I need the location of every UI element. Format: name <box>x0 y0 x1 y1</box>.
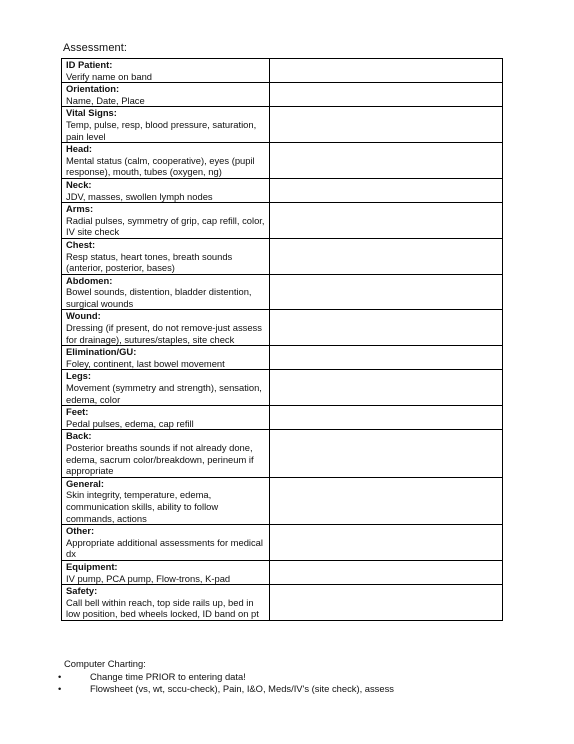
assessment-entry-cell[interactable] <box>270 477 503 524</box>
assessment-item-description: Dressing (if present, do not remove-just assess for drainage), sutures/staples, site check <box>66 322 262 345</box>
assessment-entry-cell[interactable] <box>270 370 503 406</box>
assessment-label-cell <box>62 346 270 370</box>
table-row <box>62 310 503 346</box>
assessment-item-description: Verify name on band <box>66 70 152 82</box>
table-row <box>62 370 503 406</box>
computer-charting-title: Computer Charting: <box>64 658 146 669</box>
assessment-item-title: Safety: <box>66 585 98 597</box>
assessment-entry-cell[interactable] <box>270 585 503 621</box>
assessment-entry-cell[interactable] <box>270 203 503 239</box>
assessment-item-title: Back: <box>66 430 92 442</box>
computer-charting-section <box>58 658 542 696</box>
assessment-item-description: Radial pulses, symmetry of grip, cap refill, color, IV site check <box>66 214 265 238</box>
charting-item-text: Change time PRIOR to entering data! <box>90 670 246 682</box>
assessment-entry-cell[interactable] <box>270 178 503 202</box>
assessment-item-description: Temp, pulse, resp, blood pressure, saturation, pain level <box>66 118 257 142</box>
assessment-item-description: Skin integrity, temperature, edema, communication skills, ability to follow commands, actions <box>66 489 219 524</box>
assessment-item-description: Name, Date, Place <box>66 94 145 106</box>
assessment-entry-cell[interactable] <box>270 430 503 477</box>
assessment-item-description: Movement (symmetry and strength), sensation, edema, color <box>66 382 262 405</box>
assessment-item-title: Feet: <box>66 406 89 418</box>
assessment-item-description: Bowel sounds, distention, bladder distention, surgical wounds <box>66 286 252 309</box>
table-row <box>62 406 503 430</box>
assessment-item-title: Arms: <box>66 203 94 215</box>
assessment-entry-cell[interactable] <box>270 346 503 370</box>
assessment-label-cell <box>62 274 270 310</box>
assessment-item-title: Neck: <box>66 178 92 190</box>
assessment-item-title: Vital Signs: <box>66 107 117 119</box>
table-row <box>62 83 503 107</box>
assessment-label-cell <box>62 203 270 239</box>
assessment-item-title: Elimination/GU: <box>66 346 137 358</box>
table-row <box>62 203 503 239</box>
assessment-label-cell <box>62 238 270 274</box>
bullet-icon: • <box>58 670 62 682</box>
table-row <box>62 107 503 143</box>
assessment-item-description: Foley, continent, last bowel movement <box>66 357 225 369</box>
assessment-entry-cell[interactable] <box>270 274 503 310</box>
table-row <box>62 430 503 477</box>
table-row <box>62 274 503 310</box>
assessment-item-description: Posterior breaths sounds if not already done, edema, sacrum color/breakdown, perineum if appropriate <box>66 442 254 477</box>
assessment-label-cell <box>62 59 270 83</box>
assessment-entry-cell[interactable] <box>270 525 503 561</box>
assessment-item-title: Abdomen: <box>66 274 113 286</box>
list-item <box>58 670 542 684</box>
table-row <box>62 585 503 621</box>
assessment-entry-cell[interactable] <box>270 406 503 430</box>
assessment-label-cell <box>62 107 270 143</box>
assessment-item-title: Head: <box>66 143 93 155</box>
assessment-label-cell <box>62 430 270 477</box>
assessment-item-description: Mental status (calm, cooperative), eyes (pupil response), mouth, tubes (oxygen, ng) <box>66 154 255 178</box>
assessment-item-title: Chest: <box>66 238 96 250</box>
assessment-entry-cell[interactable] <box>270 310 503 346</box>
assessment-item-description: Appropriate additional assessments for medical dx <box>66 536 263 560</box>
table-row <box>62 346 503 370</box>
assessment-label-cell <box>62 406 270 430</box>
table-row <box>62 143 503 179</box>
assessment-label-cell <box>62 370 270 406</box>
assessment-item-title: General: <box>66 477 105 489</box>
charting-list <box>58 670 542 696</box>
charting-item-text: Flowsheet (vs, wt, sccu-check), Pain, I&O, Meds/IV's (site check), assess <box>90 683 394 694</box>
table-row <box>62 525 503 561</box>
assessment-heading: Assessment: <box>63 42 128 54</box>
assessment-item-title: Wound: <box>66 310 101 322</box>
assessment-item-title: Legs: <box>66 370 92 382</box>
assessment-item-title: Orientation: <box>66 83 120 95</box>
assessment-entry-cell[interactable] <box>270 238 503 274</box>
assessment-entry-cell[interactable] <box>270 143 503 179</box>
assessment-item-title: ID Patient: <box>66 59 113 70</box>
assessment-item-description: JDV, masses, swollen lymph nodes <box>66 190 213 202</box>
assessment-label-cell <box>62 477 270 524</box>
assessment-label-cell <box>62 560 270 584</box>
assessment-item-title: Other: <box>66 525 95 537</box>
assessment-label-cell <box>62 83 270 107</box>
assessment-entry-cell[interactable] <box>270 83 503 107</box>
assessment-item-description: Call bell within reach, top side rails up, bed in low position, bed wheels locked, ID band on pt <box>66 596 259 620</box>
assessment-item-description: Pedal pulses, edema, cap refill <box>66 417 194 429</box>
table-row <box>62 178 503 202</box>
assessment-entry-cell[interactable] <box>270 107 503 143</box>
table-row <box>62 59 503 83</box>
assessment-item-description: Resp status, heart tones, breath sounds (anterior, posterior, bases) <box>66 250 233 274</box>
table-row <box>62 560 503 584</box>
assessment-item-description: IV pump, PCA pump, Flow-trons, K-pad <box>66 572 231 584</box>
assessment-label-cell <box>62 310 270 346</box>
assessment-item-title: Equipment: <box>66 560 118 572</box>
assessment-table <box>61 58 503 621</box>
assessment-table-body <box>62 59 503 621</box>
assessment-label-cell <box>62 525 270 561</box>
table-row <box>62 477 503 524</box>
table-row <box>62 238 503 274</box>
assessment-label-cell <box>62 178 270 202</box>
bullet-icon: • <box>58 683 62 694</box>
assessment-label-cell <box>62 143 270 179</box>
assessment-entry-cell[interactable] <box>270 560 503 584</box>
assessment-entry-cell[interactable] <box>270 59 503 83</box>
list-item <box>58 683 542 696</box>
assessment-label-cell <box>62 585 270 621</box>
